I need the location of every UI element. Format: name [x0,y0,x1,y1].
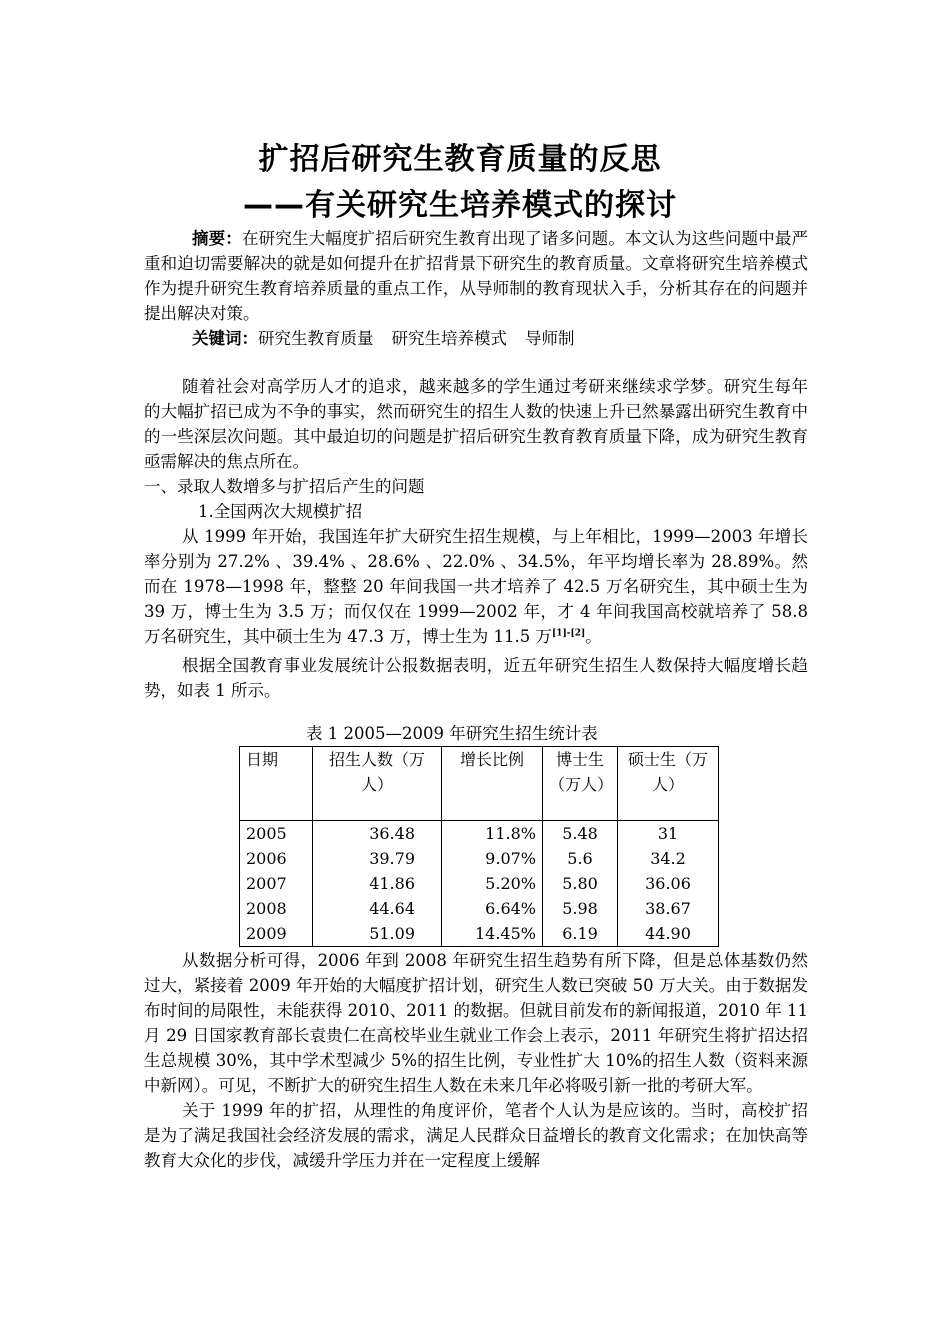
table-cell: 9.07% [442,846,543,871]
table-cell: 6.64% [442,896,543,921]
keywords-label: 关键词： [192,329,258,348]
keyword-item: 导师制 [525,329,575,348]
body-part-1 [144,374,808,703]
table-cell: 51.09 [313,921,442,947]
table-cell: 2007 [240,871,313,896]
table-cell: 6.19 [543,921,618,947]
table-row [240,821,719,847]
table-header-row [240,747,719,821]
table-cell: 41.86 [313,871,442,896]
abstract-text: 在研究生大幅度扩招后研究生教育出现了诸多问题。本文认为这些问题中最严重和迫切需要解决的就是如何提升在扩招背景下研究生的教育质量。文章将研究生培养模式作为提升研究生教育培养质量的重点工作，从导师制的教育现状入手，分析其存在的问题并提出解决对策。 [144,229,809,323]
table-header-cell: 博士生（万人） [543,747,618,821]
table-cell: 38.67 [618,896,719,921]
page-title: 扩招后研究生教育质量的反思 [258,142,662,177]
table-cell: 36.48 [313,821,442,847]
intro-paragraph: 随着社会对高学历人才的追求，越来越多的学生通过考研来继续求学梦。研究生每年的大幅扩招已成为不争的事实，然而研究生的招生人数的快速上升已然暴露出研究生教育中的一些深层次问题。其中最迫切的问题是扩招后研究生教育教育质量下降，成为研究生教育亟需解决的焦点所在。 [144,377,808,471]
table-header-cell: 硕士生（万人） [618,747,719,821]
table-header-cell: 招生人数（万人） [313,747,442,821]
table-cell: 5.20% [442,871,543,896]
abstract-label: 摘要： [192,229,242,248]
page-subtitle: ——有关研究生培养模式的探讨 [243,188,677,223]
table-row [240,921,719,947]
table-header-cell: 增长比例 [442,747,543,821]
keyword-item: 研究生培养模式 [391,329,507,348]
table-cell: 2008 [240,896,313,921]
paragraph: 根据全国教育事业发展统计公报数据表明，近五年研究生招生人数保持大幅度增长趋势，如表 1 所示。 [144,656,808,700]
table-cell: 5.80 [543,871,618,896]
table-row [240,896,719,921]
table-cell: 31 [618,821,719,847]
paragraph [144,524,808,649]
table-cell: 2009 [240,921,313,947]
table-cell: 39.79 [313,846,442,871]
table-cell: 5.6 [543,846,618,871]
table-cell: 2005 [240,821,313,847]
paragraph: 关于 1999 年的扩招，从理性的角度评价，笔者个人认为是应该的。当时，高校扩招是为了满足我国社会经济发展的需求，满足人民群众日益增长的教育文化需求；在加快高等教育大众化的步伐，减缓升学压力并在一定程度上缓解 [144,1101,808,1170]
table-row [240,846,719,871]
table-cell: 5.98 [543,896,618,921]
table-cell: 36.06 [618,871,719,896]
keywords [144,326,808,351]
section-heading: 一、录取人数增多与扩招后产生的问题 [144,477,425,496]
table-cell: 44.90 [618,921,719,947]
table-row [240,871,719,896]
abstract [144,226,808,326]
table-cell: 14.45% [442,921,543,947]
table-cell: 44.64 [313,896,442,921]
table-cell: 5.48 [543,821,618,847]
stats-table [239,746,719,947]
paragraph-text: 从 1999 年开始，我国连年扩大研究生招生规模，与上年相比，1999—2003 年增长率分别为 27.2% 、39.4% 、28.6% 、22.0% 、34.5%，年平均增长率为 28.89%。然而在 1978—1998 年，整整 20 年间我国一共才培养了 42.5 万名研究生，其中硕士生为 39 万，博士生为 3.5 万；而仅仅在 1999—2002 年，才 4 年间我国高校就培养了 58.8 万名研究生，其中硕士生为 47.3 万，博士生为 11.5 万 [144,527,808,646]
subsection-heading: 1.全国两次大规模扩招 [198,502,363,521]
table-header-cell: 日期 [240,747,313,821]
table-cell: 34.2 [618,846,719,871]
paragraph-end: 。 [585,627,602,646]
table-cell: 2006 [240,846,313,871]
body-part-2 [144,948,808,1173]
keyword-item: 研究生教育质量 [258,329,374,348]
citation-ref: [1]-[2] [551,628,586,639]
paragraph: 从数据分析可得，2006 年到 2008 年研究生招生趋势有所下降，但是总体基数仍然过大，紧接着 2009 年开始的大幅度扩招计划，研究生人数已突破 50 万大关。由于数据发布时间的局限性，未能获得 2010、2011 的数据。但就目前发布的新闻报道，2010 年 11 月 29 日国家教育部长袁贵仁在高校毕业生就业工作会上表示，2011 年研究生将扩招达招生总规模 30%，其中学术型减少 5%的招生比例，专业性扩大 10%的招生人数（资料来源中新网）。可见，不断扩大的研究生招生人数在未来几年必将吸引新一批的考研大军。 [144,951,808,1095]
abstract-block [144,226,808,351]
table-cell: 11.8% [442,821,543,847]
table-caption: 表 1 2005—2009 年研究生招生统计表 [306,724,598,743]
